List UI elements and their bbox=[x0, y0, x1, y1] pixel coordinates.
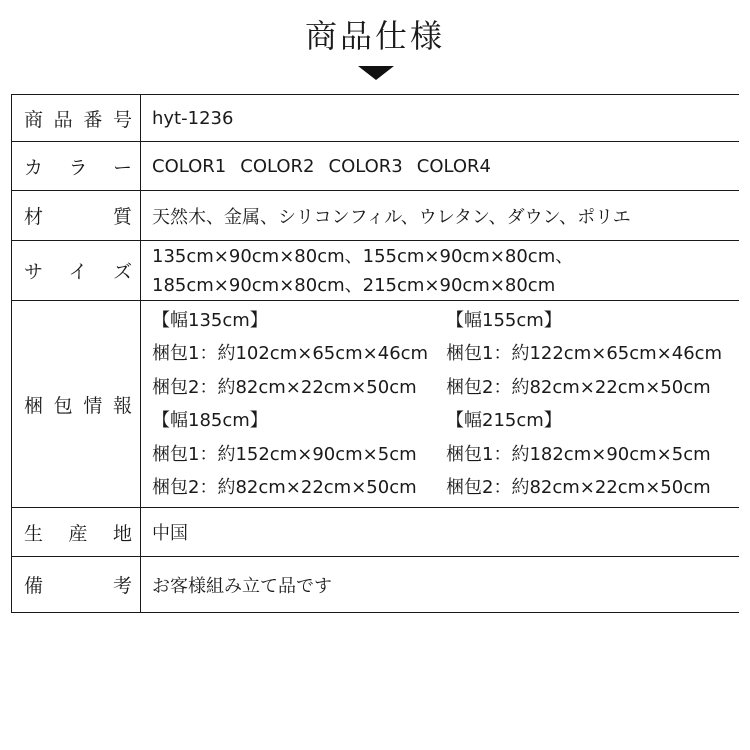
size-line: 135cm×90cm×80cm、155cm×90cm×80cm、 bbox=[152, 245, 574, 267]
color-option: COLOR2 bbox=[240, 155, 315, 177]
spec-label-text bbox=[24, 571, 132, 598]
spec-label-text bbox=[24, 202, 132, 229]
spec-label-color bbox=[12, 142, 141, 191]
spec-label-char: 包 bbox=[53, 394, 73, 417]
spec-row-size bbox=[12, 241, 740, 301]
spec-value-notes: お客様組み立て品です bbox=[141, 557, 740, 613]
spec-row-color bbox=[12, 142, 740, 191]
spec-label-text bbox=[24, 391, 132, 418]
spec-label-char: カ bbox=[24, 156, 44, 179]
spec-label-code bbox=[12, 95, 141, 142]
spec-label-material bbox=[12, 191, 141, 241]
spec-row-code bbox=[12, 95, 740, 142]
spec-label-char: 地 bbox=[112, 522, 132, 545]
spec-row-notes bbox=[12, 557, 740, 613]
packing-box1: 梱包1：約152cm×90cm×5cm bbox=[152, 443, 417, 465]
spec-value-material: 天然木、金属、シリコンフィル、ウレタン、ダウン、ポリエ bbox=[141, 191, 740, 241]
spec-table bbox=[11, 94, 739, 613]
spec-value-packing bbox=[141, 301, 740, 508]
spec-label-char: 品 bbox=[53, 108, 73, 131]
packing-group bbox=[152, 304, 446, 405]
color-option: COLOR3 bbox=[328, 155, 403, 177]
spec-label-notes bbox=[12, 557, 141, 613]
spec-row-packing bbox=[12, 301, 740, 508]
spec-label-char: 質 bbox=[112, 206, 132, 228]
packing-heading: 【幅215cm】 bbox=[446, 410, 562, 431]
packing-group bbox=[152, 404, 446, 505]
packing-heading: 【幅135cm】 bbox=[152, 309, 268, 331]
spec-label-char: 梱 bbox=[24, 394, 44, 417]
spec-label-char: 考 bbox=[112, 575, 132, 597]
spec-label-char: ラ bbox=[68, 156, 88, 179]
spec-label-char: 備 bbox=[24, 575, 44, 597]
packing-box2: 梱包2：約82cm×22cm×50cm bbox=[152, 376, 417, 398]
spec-label-char: 材 bbox=[24, 206, 44, 228]
packing-group bbox=[446, 404, 736, 505]
spec-value-code: hyt-1236 bbox=[141, 95, 740, 142]
spec-value-size bbox=[141, 241, 740, 301]
page-title: 商品仕様 bbox=[304, 17, 445, 55]
spec-label-text bbox=[24, 153, 132, 180]
spec-value-origin: 中国 bbox=[141, 508, 740, 557]
spec-row-origin bbox=[12, 508, 740, 557]
color-option: COLOR1 bbox=[152, 155, 227, 177]
spec-label-char: 生 bbox=[24, 522, 44, 545]
size-line: 185cm×90cm×80cm、215cm×90cm×80cm bbox=[152, 274, 556, 296]
spec-label-char: 産 bbox=[68, 522, 88, 545]
spec-label-packing bbox=[12, 301, 141, 508]
spec-label-char: 号 bbox=[112, 108, 132, 131]
color-option: COLOR4 bbox=[416, 155, 491, 177]
packing-box1: 梱包1：約102cm×65cm×46cm bbox=[152, 343, 429, 364]
spec-label-char: 商 bbox=[24, 108, 44, 131]
spec-label-size bbox=[12, 241, 141, 301]
spec-label-char: 番 bbox=[83, 108, 103, 131]
packing-box1: 梱包1：約122cm×65cm×46cm bbox=[446, 343, 723, 364]
spec-label-text bbox=[24, 105, 132, 132]
packing-box2: 梱包2：約82cm×22cm×50cm bbox=[446, 376, 711, 398]
packing-box2: 梱包2：約82cm×22cm×50cm bbox=[152, 477, 417, 498]
packing-heading: 【幅155cm】 bbox=[446, 309, 562, 331]
spec-label-char: ズ bbox=[112, 261, 132, 283]
spec-label-char: ー bbox=[112, 156, 132, 179]
spec-row-material bbox=[12, 191, 740, 241]
packing-box1: 梱包1：約182cm×90cm×5cm bbox=[446, 443, 711, 465]
spec-label-char: イ bbox=[68, 261, 88, 283]
spec-value-color bbox=[141, 142, 740, 191]
packing-heading: 【幅185cm】 bbox=[152, 410, 268, 431]
down-triangle-icon bbox=[358, 66, 394, 80]
spec-label-origin bbox=[12, 508, 141, 557]
spec-label-char: 情 bbox=[83, 394, 103, 417]
spec-label-char: サ bbox=[24, 261, 44, 283]
packing-group bbox=[446, 304, 736, 405]
packing-box2: 梱包2：約82cm×22cm×50cm bbox=[446, 477, 711, 498]
spec-label-text bbox=[24, 519, 132, 546]
spec-label-char: 報 bbox=[112, 394, 132, 417]
spec-label-text bbox=[24, 257, 132, 284]
